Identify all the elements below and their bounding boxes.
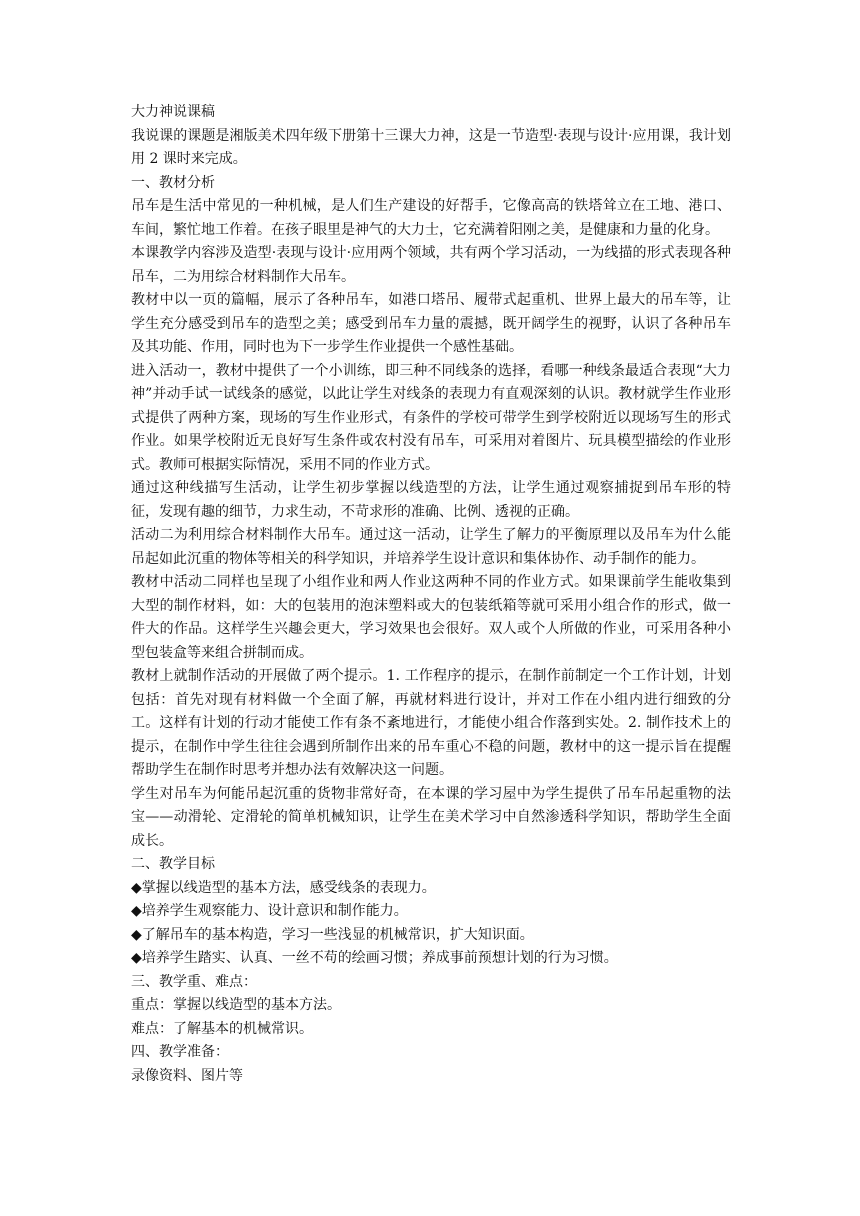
difficulty-item: 难点：了解基本的机械常识。	[131, 1020, 313, 1037]
paragraph: 学生对吊车为何能吊起沉重的货物非常好奇，在本课的学习屋中为学生提供了吊车吊起重物的法宝——动滑轮、定滑轮的简单机械知识，让学生在美术学习中自然渗透科学知识，帮助学生全面成长。	[131, 785, 731, 849]
section-heading-key-points: 三、教学重、难点：	[131, 973, 257, 990]
key-point-item: 重点：掌握以线造型的基本方法。	[131, 997, 341, 1013]
goal-item: ◆培养学生踏实、认真、一丝不苟的绘画习惯；养成事前预想计划的行为习惯。	[131, 950, 618, 966]
paragraph: 教材中活动二同样也呈现了小组作业和两人作业这两种不同的作业方式。如果课前学生能收集到大型的制作材料，如：大的包装用的泡沫塑料或大的包装纸箱等就可采用小组合作的形式，做一件大的作品。这样学生兴趣会更大，学习效果也会很好。双人或个人所做的作业，可采用各种小型包装盒等来组合拼制而成。	[131, 574, 731, 661]
preparation-item: 录像资料、图片等	[131, 1067, 243, 1084]
paragraph: 教材上就制作活动的开展做了两个提示。1. 工作程序的提示，在制作前制定一个工作计划，计划包括：首先对现有材料做一个全面了解，再就材料进行设计，并对工作在小组内进行细致的分工。这样有计划的行动才能使工作有条不紊地进行，才能使小组合作落到实处。2. 制作技术上的提示，在制作中学生往往会遇到所制作出来的吊车重心不稳的问题，教材中的这一提示旨在提醒帮助学生在制作时思考并想办法有效解决这一问题。	[131, 668, 731, 778]
paragraph: 教材中以一页的篇幅，展示了各种吊车，如港口塔吊、履带式起重机、世界上最大的吊车等，让学生充分感受到吊车的造型之美；感受到吊车力量的震撼，既开阔学生的视野，认识了各种吊车及其功能、作用，同时也为下一步学生作业提供一个感性基础。	[131, 292, 731, 355]
paragraph: 活动二为利用综合材料制作大吊车。通过这一活动，让学生了解力的平衡原理以及吊车为什么能吊起如此沉重的物体等相关的科学知识，并培养学生设计意识和集体协作、动手制作的能力。	[131, 527, 731, 567]
goal-item: ◆掌握以线造型的基本方法，感受线条的表现力。	[131, 879, 436, 896]
document-body	[131, 101, 731, 1088]
paragraph: 通过这种线描写生活动，让学生初步掌握以线造型的方法，让学生通过观察捕捉到吊车形的特征，发现有趣的细节，力求生动，不苛求形的准确、比例、透视的正确。	[131, 480, 731, 520]
document-title: 大力神说课稿	[131, 104, 215, 120]
intro-paragraph: 我说课的课题是湘版美术四年级下册第十三课大力神，这是一节造型·表现与设计·应用课，我计划用 2 课时来完成。	[131, 127, 731, 167]
goal-item: ◆了解吊车的基本构造，学习一些浅显的机械常识，扩大知识面。	[131, 926, 534, 943]
paragraph: 吊车是生活中常见的一种机械，是人们生产建设的好帮手，它像高高的铁塔耸立在工地、港口、车间，繁忙地工作着。在孩子眼里是神气的大力士，它充满着阳刚之美，是健康和力量的化身。	[131, 198, 731, 238]
goal-item: ◆培养学生观察能力、设计意识和制作能力。	[131, 903, 408, 919]
paragraph: 本课教学内容涉及造型·表现与设计·应用两个领域，共有两个学习活动，一为线描的形式表现各种吊车，二为用综合材料制作大吊车。	[131, 245, 731, 285]
section-heading-goals: 二、教学目标	[131, 856, 215, 872]
section-heading-preparation: 四、教学准备：	[131, 1044, 229, 1060]
paragraph: 进入活动一，教材中提供了一个小训练，即三种不同线条的选择，看哪一种线条最适合表现“大力神”并动手试一试线条的感觉，以此让学生对线条的表现力有直观深刻的认识。教材就学生作业形式提供了两种方案，现场的写生作业形式，有条件的学校可带学生到学校附近以现场写生的形式作业。如果学校附近无良好写生条件或农村没有吊车，可采用对着图片、玩具模型描绘的作业形式。教师可根据实际情况，采用不同的作业方式。	[131, 362, 731, 473]
section-heading-materials: 一、教材分析	[131, 174, 215, 191]
